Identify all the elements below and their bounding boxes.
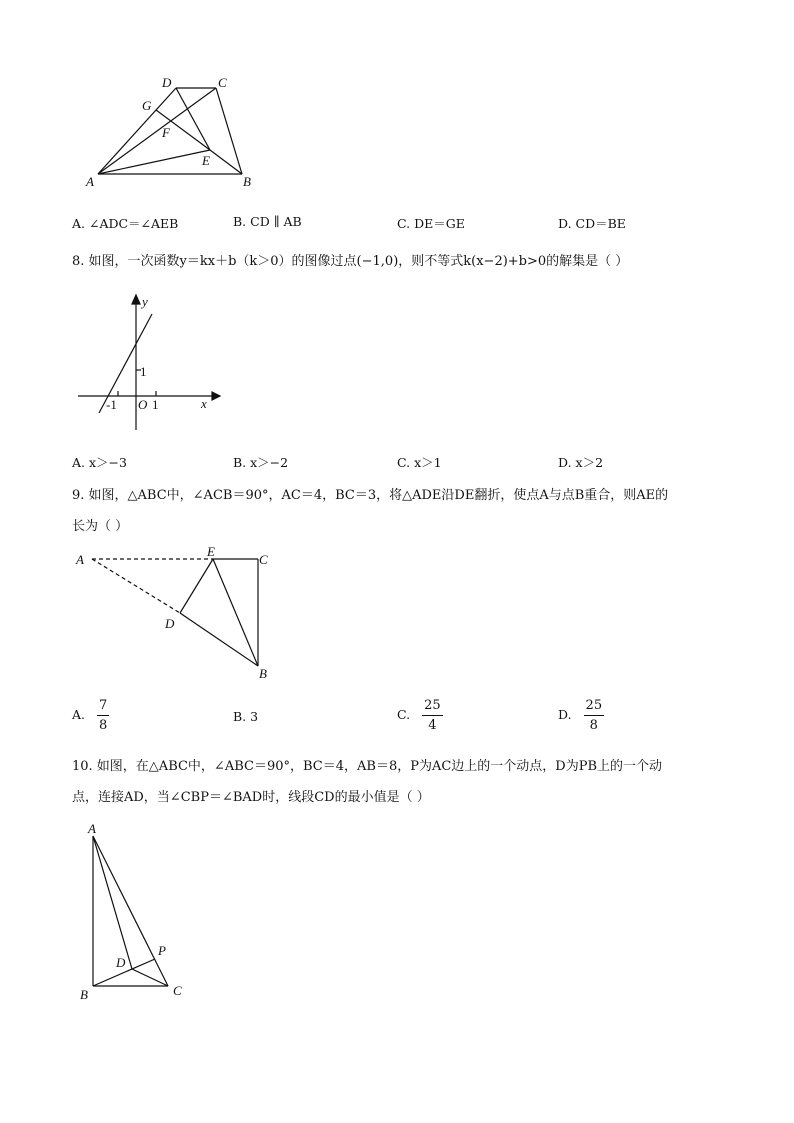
segment-ed	[180, 559, 213, 613]
q9-option-a-fraction	[97, 698, 109, 733]
label-one-y: 1	[140, 364, 147, 379]
q7-option-a[interactable]: A. ∠ADC＝∠AEB	[72, 216, 179, 231]
label-c: C	[173, 983, 182, 998]
q9-option-d[interactable]	[558, 698, 604, 733]
q10-figure	[72, 818, 202, 1008]
fraction-numerator: 7	[97, 698, 109, 716]
q8-graph	[72, 290, 222, 435]
label-d: D	[165, 616, 175, 631]
q9-option-c-letter: C.	[397, 707, 411, 722]
q7-option-c[interactable]: C. DE＝GE	[397, 216, 465, 231]
q8-option-c[interactable]: C. x＞1	[397, 455, 442, 470]
label-x: x	[201, 396, 207, 411]
label-y: y	[142, 294, 148, 309]
fraction-numerator: 25	[422, 698, 443, 716]
fraction-denominator: 4	[428, 718, 437, 733]
label-d: D	[162, 75, 172, 90]
segment-eb	[213, 559, 258, 666]
label-b: B	[243, 174, 251, 189]
label-b: B	[259, 666, 267, 681]
fraction-denominator: 8	[589, 718, 598, 733]
q8-stem: 8. 如图，一次函数y＝kx＋b（k＞0）的图像过点(−1,0)，则不等式k(x−2)+b>0的解集是（ ）	[72, 254, 629, 269]
label-e: E	[202, 153, 210, 168]
x-axis-arrow	[212, 392, 220, 400]
q9-option-d-letter: D.	[558, 707, 572, 722]
fraction-denominator: 8	[99, 718, 108, 733]
q9-option-d-fraction	[584, 698, 605, 733]
segment-cb	[216, 88, 242, 174]
q10-stem-line2: 点，连接AD，当∠CBP＝∠BAD时，线段CD的最小值是（ ）	[72, 790, 430, 805]
q9-stem-line1: 9. 如图，△ABC中，∠ACB＝90°，AC＝4，BC＝3，将△ADE沿DE翻折，使点A与点B重合，则AE的	[72, 488, 669, 503]
q9-option-c[interactable]	[397, 698, 443, 733]
label-d: D	[116, 955, 126, 970]
q10-stem-line1: 10. 如图，在△ABC中，∠ABC＝90°，BC＝4，AB＝8，P为AC边上的一个动点，D为PB上的一个动	[72, 759, 663, 774]
q9-stem-line2: 长为（ ）	[72, 519, 129, 534]
y-axis-arrow	[132, 295, 140, 304]
label-a: A	[88, 821, 96, 836]
label-e: E	[207, 544, 215, 559]
label-one-x: 1	[152, 397, 159, 412]
label-c: C	[259, 552, 268, 567]
fraction-numerator: 25	[584, 698, 605, 716]
label-g: G	[142, 98, 152, 113]
segment-ad-dashed	[92, 559, 180, 613]
label-f: F	[162, 125, 170, 140]
q8-option-d[interactable]: D. x＞2	[558, 455, 604, 470]
segment-eb	[210, 150, 242, 174]
q9-figure	[72, 542, 282, 682]
q7-figure	[80, 70, 270, 195]
label-c: C	[218, 75, 227, 90]
label-p: P	[158, 943, 166, 958]
label-neg-one: -1	[106, 397, 117, 412]
q8-option-a[interactable]: A. x＞−3	[72, 455, 127, 470]
q9-option-a[interactable]	[72, 698, 109, 733]
label-origin: O	[138, 397, 148, 412]
segment-dc	[132, 969, 168, 986]
segment-de	[176, 88, 210, 150]
label-b: B	[80, 987, 88, 1002]
label-a: A	[76, 552, 84, 567]
q9-option-a-letter: A.	[72, 707, 86, 722]
q7-option-d[interactable]: D. CD＝BE	[558, 216, 626, 231]
q7-option-b[interactable]: B. CD ∥ AB	[233, 214, 302, 229]
label-a: A	[86, 174, 94, 189]
q9-option-b[interactable]: B. 3	[233, 709, 259, 724]
q8-option-b[interactable]: B. x＞−2	[233, 455, 289, 470]
q9-option-c-fraction	[422, 698, 443, 733]
